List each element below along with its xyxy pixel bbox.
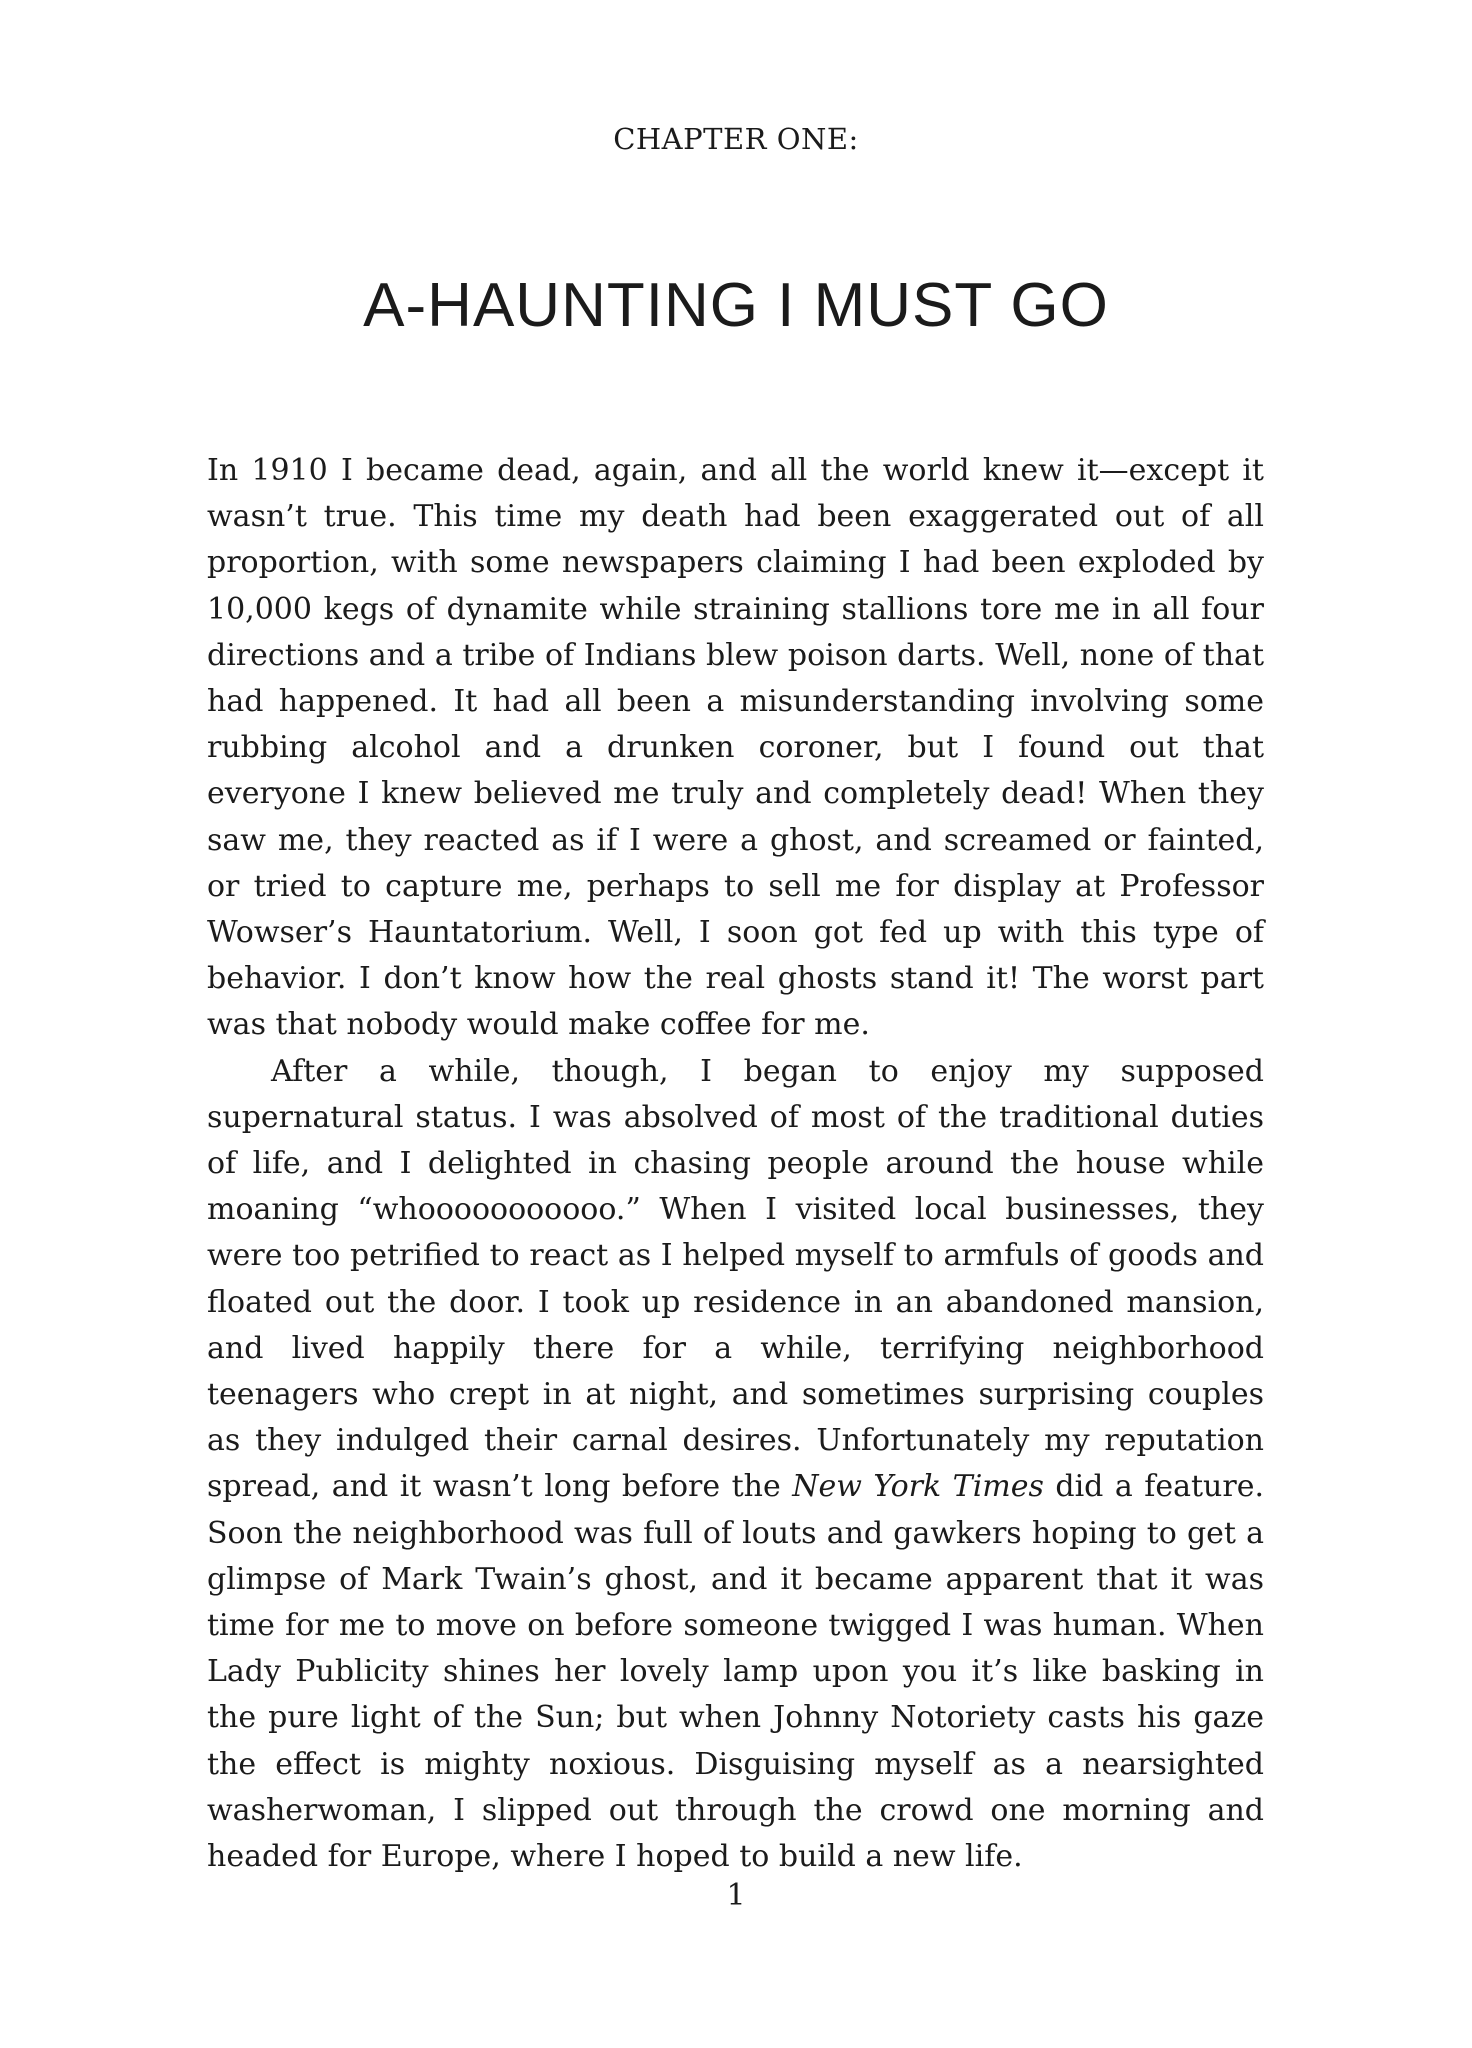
chapter-label: CHAPTER ONE: — [613, 122, 859, 156]
paragraph-1: In 1910 I became dead, again, and all the world knew it—except it wasn’t true. This time my death had been exaggerated out of all proportion, with some newspapers claiming I had been exploded by 10,000 kegs of dynamite while straining stallions tore me in all four directions and a tribe of Indians blew poison darts. Well, none of that had happened. It had all been a misunderstanding involving some rubbing alcohol and a drunken coroner, but I found out that everyone I knew believed me truly and completely dead! When they saw me, they reacted as if I were a ghost, and screamed or fainted, or tried to capture me, perhaps to sell me for display at Professor Wowser’s Hauntatorium. Well, I soon got fed up with this type of behavior. I don’t know how the real ghosts stand it! The worst part was that nobody would make coffee for me. — [207, 453, 1264, 1043]
paragraph-2-text-end: did a feature. Soon the neighborhood was full of louts and gawkers hoping to get a glimpse of Mark Twain’s ghost, and it became apparent that it was time for me to move on before someone twigged I was human. When Lady Publicity shines her lovely lamp upon you it’s like basking in the pure light of the Sun; but when Johnny Notoriety casts his gaze the effect is mighty noxious. Disguising myself as a nearsighted washerwoman, I slipped out through the crowd one morning and headed for Europe, where I hoped to build a new life. — [207, 1469, 1265, 1875]
body-text — [207, 448, 1264, 1880]
paragraph-2 — [207, 1049, 1264, 1881]
page-number: 1 — [726, 1878, 746, 1913]
paragraph-2-text-start: After a while, though, I began to enjoy my supposed supernatural status. I was absolved of most of the traditional duties of life, and I delighted in chasing people around the house while moaning “whooooooooooo.” When I visited local businesses, they were too petrified to react as I helped myself to armfuls of goods and floated out the door. I took up residence in an abandoned mansion, and lived happily there for a while, terrifying neighborhood teenagers who crept in at night, and sometimes surprising couples as they indulged their carnal desires. Unfortunately my reputation spread, and it wasn’t long before the — [207, 1053, 1264, 1505]
chapter-title: A-HAUNTING I MUST GO — [363, 271, 1109, 340]
newspaper-title: New York Times — [792, 1469, 1044, 1505]
